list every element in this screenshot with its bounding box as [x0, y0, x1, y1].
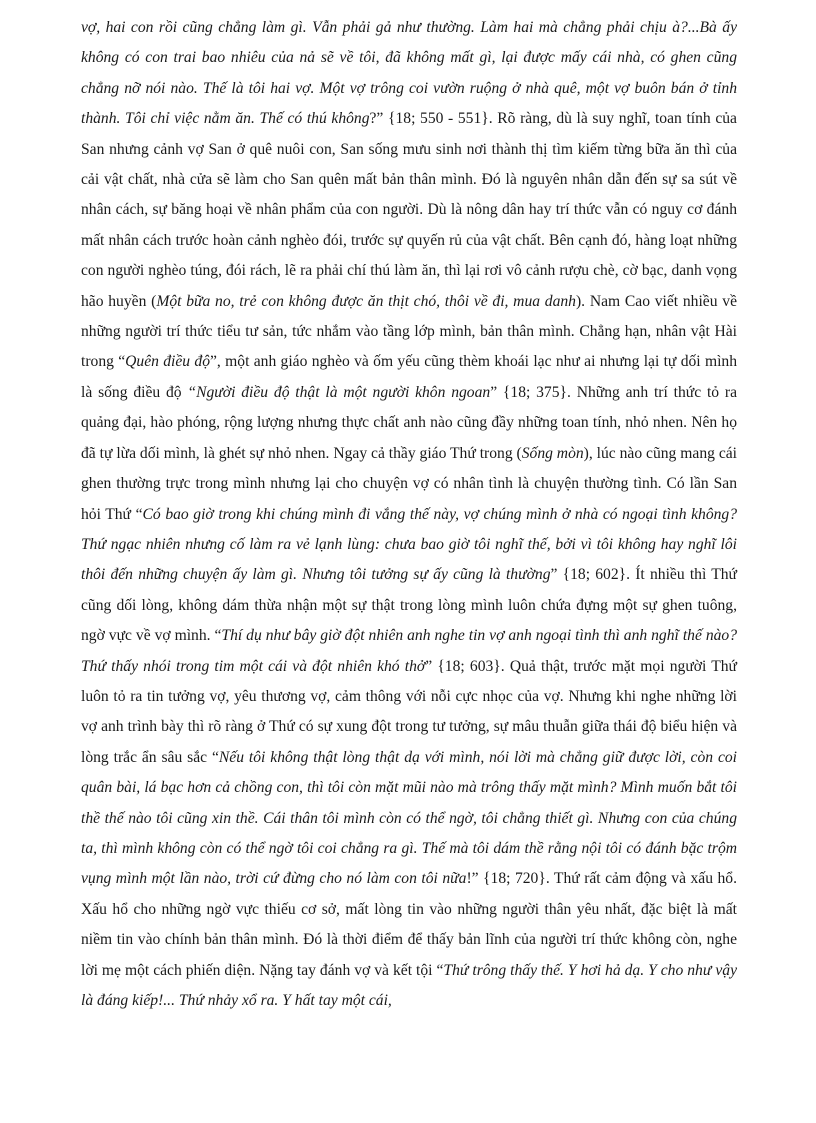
quote-text: vợ, hai con rồi cũng chẳng làm gì. Vẫn phải gả như thường. Làm hai mà chẳng phải chịu à?...Bà ấy không có con trai bao nhiêu của nả sẽ về tôi, đã không mất gì, lại được mấy cái nhà, có ghen cũng chẳng nỡ nói nào. Thế là tôi hai vợ. Một vợ trông coi vườn ruộng ở nhà quê, một vợ buôn bán ở tỉnh thành. Tôi chỉ việc nằm ăn. Thế có thú không [81, 19, 737, 128]
quote-text: Thí dụ như bây giờ đột nhiên anh nghe tin vợ anh ngoại tình thì anh nghĩ thế nào? Thứ thấy nhói trong tim một cái và đột nhiên khó thở [81, 627, 738, 675]
body-text: ?” {18; 550 - 551}. Rõ ràng, dù là suy nghĩ, toan tính của San nhưng cảnh vợ San ở quê nuôi con, San sống mưu sinh nơi thành thị tìm kiếm từng bữa ăn thì của cải vật chất, nhà cửa sẽ làm cho San quên mất bản thân mình. Đó là nguyên nhân dẫn đến sự sa sút về nhân cách, sự băng hoại về nhân phẩm của con người. Dù là nông dân hay trí thức vẫn có nguy cơ đánh mất nhân cách trước hoàn cảnh nghèo đói, trước sự quyến rủ của vật chất. Bên cạnh đó, hàng loạt những con người nghèo túng, đói rách, lẽ ra phải chí thú làm ăn, thì lại rơi vô cảnh rượu chè, cờ bạc, danh vọng hão huyền ( [81, 110, 737, 310]
work-title: Sống mòn [521, 444, 584, 462]
body-text: ), lúc nào cũng mang cái ghen thường trực trong mình nhưng lại cho chuyện vợ có nhân tình là chuyện thường tình. Có lần San hỏi Thứ “ [81, 444, 737, 523]
body-text: ). Nam Cao viết nhiều về những người trí thức tiểu tư sản, tức nhắm vào tầng lớp mình, bản thân mình. Chẳng hạn, nhân vật Hài trong “ [81, 292, 737, 371]
quote-text: “Người điều độ thật là một người khôn ngoan [187, 383, 491, 401]
body-text: ” {18; 375}. Những anh trí thức tỏ ra quảng đại, hào phóng, rộng lượng nhưng thực chất anh nào cũng đầy những toan tính, nhỏ nhen. Nên họ đã tự lừa dối mình, là ghét sự nhỏ nhen. Ngay cả thầy giáo Thứ trong ( [81, 383, 737, 462]
body-text: ” {18; 603}. Quả thật, trước mặt mọi người Thứ luôn tỏ ra tin tưởng vợ, yêu thương vợ, cảm thông với nỗi cực nhọc của vợ. Nhưng khi nghe những lời vợ anh trình bày thì rõ ràng ở Thứ có sự xung đột trong tư tưởng, sự mâu thuẫn giữa thái độ biểu hiện và lòng trắc ẩn sâu sắc “ [81, 657, 738, 766]
work-title: Một bữa no, trẻ con không được ăn thịt chó, thôi về đi, mua danh [156, 292, 576, 310]
body-paragraph [81, 13, 737, 1016]
document-page [81, 13, 737, 1016]
body-text: ”, một anh giáo nghèo và ốm yếu cũng thèm khoái lạc như ai nhưng lại tự dối mình là sống điều độ [81, 353, 737, 401]
quote-text: Nếu tôi không thật lòng thật dạ với mình, nói lời mà chẳng giữ được lời, còn coi quân bài, lá bạc hơn cả chồng con, thì tôi còn mặt mũi nào mà trông thấy mặt mình? Mình muốn bắt tôi thề thế nào tôi cũng xin thề. Cái thân tôi mình còn có thể ngờ, tôi chẳng thiết gì. Nhưng con của chúng ta, thì mình không còn có thể ngờ tôi coi chẳng ra gì. Thế mà tôi dám thề rằng nội tôi có đánh bặc trộm vụng mình một lần nào, trời cứ đừng cho nó làm con tôi nữa [81, 748, 738, 888]
quote-text: Thứ trông thấy thế. Y hơi hả dạ. Y cho như vậy là đáng kiếp!... Thứ nhảy xổ ra. Y hất tay một cái, [81, 961, 737, 1009]
work-title: Quên điều độ [125, 353, 211, 371]
body-text: ” {18; 602}. Ít nhiều thì Thứ cũng dối lòng, không dám thừa nhận một sự thật trong lòng mình luôn chứa đựng một sự ghen tuông, ngờ vực về vợ mình. “ [81, 566, 737, 645]
quote-text: Có bao giờ trong khi chúng mình đi vắng thế này, vợ chúng mình ở nhà có ngoại tình không? Thứ ngạc nhiên nhưng cố làm ra vẻ lạnh lùng: chưa bao giờ tôi nghĩ thế, bởi vì tôi không hay nghĩ lôi thôi đến những chuyện ấy làm gì. Nhưng tôi tưởng sự ấy cũng là thường [81, 505, 738, 584]
body-text: !” {18; 720}. Thứ rất cảm động và xấu hổ. Xấu hổ cho những ngờ vực thiếu cơ sở, mất lòng tin vào những người thân yêu nhất, đặc biệt là mất niềm tin vào chính bản thân mình. Đó là thời điểm để thấy bản lĩnh của người trí thức không còn, nghe lời mẹ một cách phiến diện. Nặng tay đánh vợ và kết tội “ [81, 870, 737, 979]
